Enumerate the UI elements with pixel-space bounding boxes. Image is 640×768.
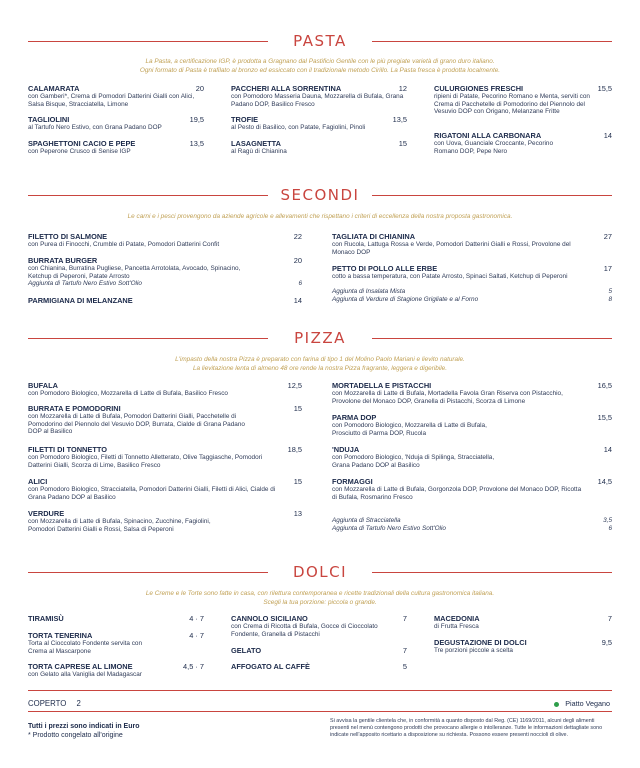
item-name: TROFIE xyxy=(231,115,259,124)
addition-line: Aggiunta di Verdure di Stagione Grigliate e al Forno 8 xyxy=(332,296,612,303)
item-name: 'NDUJA xyxy=(332,445,360,454)
item-name: DEGUSTAZIONE DI DOLCI xyxy=(434,638,527,647)
item-name: AFFOGATO AL CAFFÈ xyxy=(231,662,310,671)
menu-item xyxy=(332,413,612,437)
item-name: ALICI xyxy=(28,477,48,486)
item-name: CULURGIONES FRESCHI xyxy=(434,84,524,93)
item-name: TORTA TENERINA xyxy=(28,631,93,640)
secondi-intro: Le carni e i pesci provengono da aziende agricole e allevamenti che rispettano i criteri di eccellenza della nostra proposta gastronomica. xyxy=(127,213,513,220)
menu-item xyxy=(28,296,302,305)
item-description: con Pomodoro Biologico, Mozzarella di Latte di Bufala, Prosciutto di Parma DOP, Rucola xyxy=(332,422,487,437)
item-price: 20 xyxy=(195,84,204,93)
menu-item xyxy=(28,509,302,533)
item-name: CALAMARATA xyxy=(28,84,80,93)
menu-item xyxy=(28,477,302,501)
frozen-note: * Prodotto congelato all'origine xyxy=(28,732,123,739)
item-price: 16,5 xyxy=(597,381,612,390)
menu-item xyxy=(231,614,407,638)
menu-item xyxy=(231,115,407,132)
item-name: GELATO xyxy=(231,646,262,655)
item-name: TAGLIOLINI xyxy=(28,115,70,124)
divider xyxy=(372,338,612,339)
menu-item xyxy=(231,84,407,108)
menu-item xyxy=(28,445,302,469)
vegan-legend xyxy=(554,699,610,708)
item-description: al Tartufo Nero Estivo, con Grana Padano DOP xyxy=(28,124,162,131)
menu-item xyxy=(28,84,204,108)
item-price: 15,5 xyxy=(597,413,612,422)
item-name: BUFALA xyxy=(28,381,58,390)
item-name: PACCHERI ALLA SORRENTINA xyxy=(231,84,342,93)
item-name: BURRATA E POMODORINI xyxy=(28,404,121,413)
item-description: con Pomodoro Masseria Dauna, Mozzarella di Bufala, Grana Padano DOP, Basilico Fresco xyxy=(231,93,404,108)
item-name: PETTO DI POLLO ALLE ERBE xyxy=(332,264,438,273)
item-description: Torta al Cioccolato Fondente servita con Crema al Mascarpone xyxy=(28,640,143,655)
item-price: 15 xyxy=(398,139,407,148)
menu-item xyxy=(28,662,204,679)
item-price: 12 xyxy=(398,84,407,93)
item-description: ripieni di Patate, Pecorino Romano e Menta, serviti con Crema di Pacchetelle di Pomodorino del Piennolo del Vesuvio DOP con Origano, Melanzane Fritte xyxy=(434,93,590,116)
item-price: 27 xyxy=(603,232,612,241)
section-header-secondi xyxy=(28,185,612,205)
item-price: 7 xyxy=(607,614,612,623)
item-description: con Crema di Ricotta di Bufala, Gocce di Cioccolato Fondente, Granella di Pistacchi xyxy=(231,623,378,638)
item-price: 7 xyxy=(402,614,407,623)
item-description: con Pomodoro Biologico, 'Nduja di Spilinga, Stracciatella, Grana Padano DOP al Basilico xyxy=(332,454,495,469)
item-price: 4 · 7 xyxy=(189,614,204,623)
item-price: 19,5 xyxy=(189,115,204,124)
addition-line: Aggiunta di Tartufo Nero Estivo Sott'Olio 6 xyxy=(332,525,612,532)
item-name: BURRATA BURGER xyxy=(28,256,98,265)
item-description: con Chianina, Burratina Pugliese, Pancetta Arrotolata, Avocado, Spinacino, Ketchup di Peperoni, Patate Arrosto xyxy=(28,265,241,280)
menu-item xyxy=(231,662,407,671)
item-description: con Mozzarella di Latte di Bufala, Pomodori Datterini Gialli, Pacchetelle di Pomodorino del Piennolo del Vesuvio DOP, Burrata, Cialde di Grana Padano DOP al Basilico xyxy=(28,413,245,436)
item-description: con Mozzarella di Latte di Bufala, Gorgonzola DOP, Provolone del Monaco DOP, Ricotta di Bufala, Rosmarino Fresco xyxy=(332,486,582,501)
item-name: TAGLIATA DI CHIANINA xyxy=(332,232,416,241)
coperto-label: COPERTO xyxy=(28,699,67,708)
item-price: 14 xyxy=(603,131,612,140)
item-price: 5 xyxy=(402,662,407,671)
item-price: 15,5 xyxy=(597,84,612,93)
item-price: 14,5 xyxy=(597,477,612,486)
divider xyxy=(372,572,612,573)
item-description: con Mozzarella di Latte di Bufala, Spinacino, Zucchine, Fagiolini, Pomodori Datterini Gialli e Rossi, Salsa di Peperoni xyxy=(28,518,211,533)
item-price: 9,5 xyxy=(601,638,612,647)
item-description: di Frutta Fresca xyxy=(434,623,479,630)
item-price: 14 xyxy=(603,445,612,454)
menu-item xyxy=(434,84,612,116)
menu-item xyxy=(28,614,204,623)
menu-item xyxy=(28,232,302,249)
menu-item xyxy=(332,445,612,469)
menu-item xyxy=(332,381,612,405)
item-price: 17 xyxy=(603,264,612,273)
item-description: con Gamberi*, Crema di Pomodori Datterini Gialli con Alici, Salsa Bisque, Stracciatella, Limone xyxy=(28,93,195,108)
divider xyxy=(28,711,612,712)
item-name: RIGATONI ALLA CARBONARA xyxy=(434,131,542,140)
item-name: MORTADELLA E PISTACCHI xyxy=(332,381,432,390)
item-description: con Peperone Crusco di Senise IGP xyxy=(28,148,131,155)
item-description: con Gelato alla Vaniglia del Madagascar xyxy=(28,671,142,678)
item-description: con Pomodoro Biologico, Mozzarella di Latte di Bufala, Basilico Fresco xyxy=(28,390,228,397)
section-header-pizza xyxy=(28,328,612,348)
divider xyxy=(28,690,612,691)
section-title-dolci: DOLCI xyxy=(292,563,348,581)
menu-item xyxy=(434,614,612,631)
addition-line: Aggiunta di Tartufo Nero Estivo Sott'Olio 6 xyxy=(28,280,302,287)
section-header-pasta xyxy=(28,31,612,51)
menu-item xyxy=(28,256,302,280)
item-price: 13 xyxy=(293,509,302,518)
menu-item xyxy=(231,139,407,156)
item-price: 4 · 7 xyxy=(189,631,204,640)
divider xyxy=(372,195,612,196)
coperto xyxy=(28,699,81,708)
menu-item xyxy=(28,631,204,655)
menu-item xyxy=(332,477,612,501)
section-title-secondi: SECONDI xyxy=(280,186,360,204)
menu-item xyxy=(434,131,612,155)
item-name: FILETTI DI TONNETTO xyxy=(28,445,107,454)
menu-item xyxy=(332,264,612,281)
vegan-dot-icon xyxy=(554,702,559,707)
item-description: con Uova, Guanciale Croccante, Pecorino Romano DOP, Pepe Nero xyxy=(434,140,554,155)
allergen-disclaimer: Si avvisa la gentile clientela che, in conformità a quanto disposto dal Reg. (CE) 1169/2011, alcuni degli alimenti presenti nel menù contengono prodotti che provocano allergie o intolleranze. Tutte le informazioni dettagliate sono indicate nell'apposito ricettario a disposizione su richiesta. Possono essere presenti noccioli di olive. xyxy=(330,718,603,738)
dolci-intro: Le Creme e le Torte sono fatte in casa, con rilettura contemporanea e ricette tradizionali della cultura gastronomica italiana. Scegli la tua porzione: piccola o grande. xyxy=(145,590,495,606)
item-description: con Mozzarella di Latte di Bufala, Mortadella Favola Gran Riserva con Pistacchio, Provolone del Monaco DOP, Granella di Pistacchi, Scorza di Limone xyxy=(332,390,563,405)
item-name: MACEDONIA xyxy=(434,614,480,623)
item-name: TORTA CAPRESE AL LIMONE xyxy=(28,662,133,671)
menu-item xyxy=(434,638,612,655)
item-name: PARMIGIANA DI MELANZANE xyxy=(28,296,133,305)
menu-item xyxy=(231,646,407,655)
vegan-label: Piatto Vegano xyxy=(565,699,610,708)
item-description: Tre porzioni piccole a scelta xyxy=(434,647,513,654)
menu-item xyxy=(28,115,204,132)
pizza-intro: L'impasto della nostra Pizza è preparato con farina di tipo 1 del Molino Paolo Mariani e lievito naturale. La lievitazione lenta di almeno 48 ore rende la nostra Pizza fragrante, leggera e digeribile. xyxy=(175,356,465,372)
item-price: 13,5 xyxy=(189,139,204,148)
item-price: 18,5 xyxy=(287,445,302,454)
section-title-pizza: PIZZA xyxy=(294,329,346,347)
divider xyxy=(372,41,612,42)
item-description: al Ragù di Chianina xyxy=(231,148,287,155)
menu-item xyxy=(28,404,302,436)
item-description: con Purea di Finocchi, Crumble di Patate, Pomodori Datterini Confit xyxy=(28,241,220,248)
item-description: cotto a bassa temperatura, con Patate Arrosto, Spinaci Saltati, Ketchup di Peperoni xyxy=(332,273,568,280)
item-name: VERDURE xyxy=(28,509,65,518)
item-description: con Rucola, Lattuga Rossa e Verde, Pomodori Datterini Gialli e Rossi, Provolone del Monaco DOP xyxy=(332,241,571,256)
item-name: SPAGHETTONI CACIO E PEPE xyxy=(28,139,136,148)
item-price: 4,5 · 7 xyxy=(183,662,204,671)
item-name: PARMA DOP xyxy=(332,413,377,422)
pasta-intro: La Pasta, a certificazione IGP, è prodotta a Gragnano dal Pastificio Gentile con le più pregiate varietà di grano duro italiano. Ogni formato di Pasta è trafilato al bronzo ed essiccato con il tradizionale metodo Cirillo. La Pasta fresca è prodotta localmente. xyxy=(139,58,501,74)
item-description: con Pomodoro Biologico, Stracciatella, Pomodori Datterini Gialli, Filetti di Alici, Cialde di Grana Padano DOP al Basilico xyxy=(28,486,276,501)
coperto-price: 2 xyxy=(76,699,81,708)
item-price: 22 xyxy=(293,232,302,241)
addition-line: Aggiunta di Insalata Mista 5 xyxy=(332,288,612,295)
menu-item xyxy=(28,139,204,156)
addition-line: Aggiunta di Stracciatella 3,5 xyxy=(332,517,612,524)
menu-item xyxy=(332,232,612,256)
item-name: LASAGNETTA xyxy=(231,139,281,148)
menu-item xyxy=(28,381,302,398)
section-header-dolci xyxy=(28,562,612,582)
item-name: CANNOLO SICILIANO xyxy=(231,614,308,623)
item-price: 13,5 xyxy=(392,115,407,124)
item-price: 15 xyxy=(293,404,302,413)
item-description: con Pomodoro Biologico, Filetti di Tonnetto Alletterato, Olive Taggiasche, Pomodori Datterini Gialli, Scorza di Lime, Basilico Fresco xyxy=(28,454,263,469)
item-price: 7 xyxy=(402,646,407,655)
item-price: 20 xyxy=(293,256,302,265)
section-title-pasta: PASTA xyxy=(293,32,347,50)
prices-note: Tutti i prezzi sono indicati in Euro * Prodotto congelato all'origine xyxy=(28,723,140,739)
item-price: 14 xyxy=(293,296,302,305)
item-name: FILETTO DI SALMONE xyxy=(28,232,108,241)
item-description: al Pesto di Basilico, con Patate, Fagiolini, Pinoli xyxy=(231,124,366,131)
item-name: FORMAGGI xyxy=(332,477,373,486)
item-name: TIRAMISÙ xyxy=(28,614,64,623)
item-price: 15 xyxy=(293,477,302,486)
item-price: 12,5 xyxy=(287,381,302,390)
